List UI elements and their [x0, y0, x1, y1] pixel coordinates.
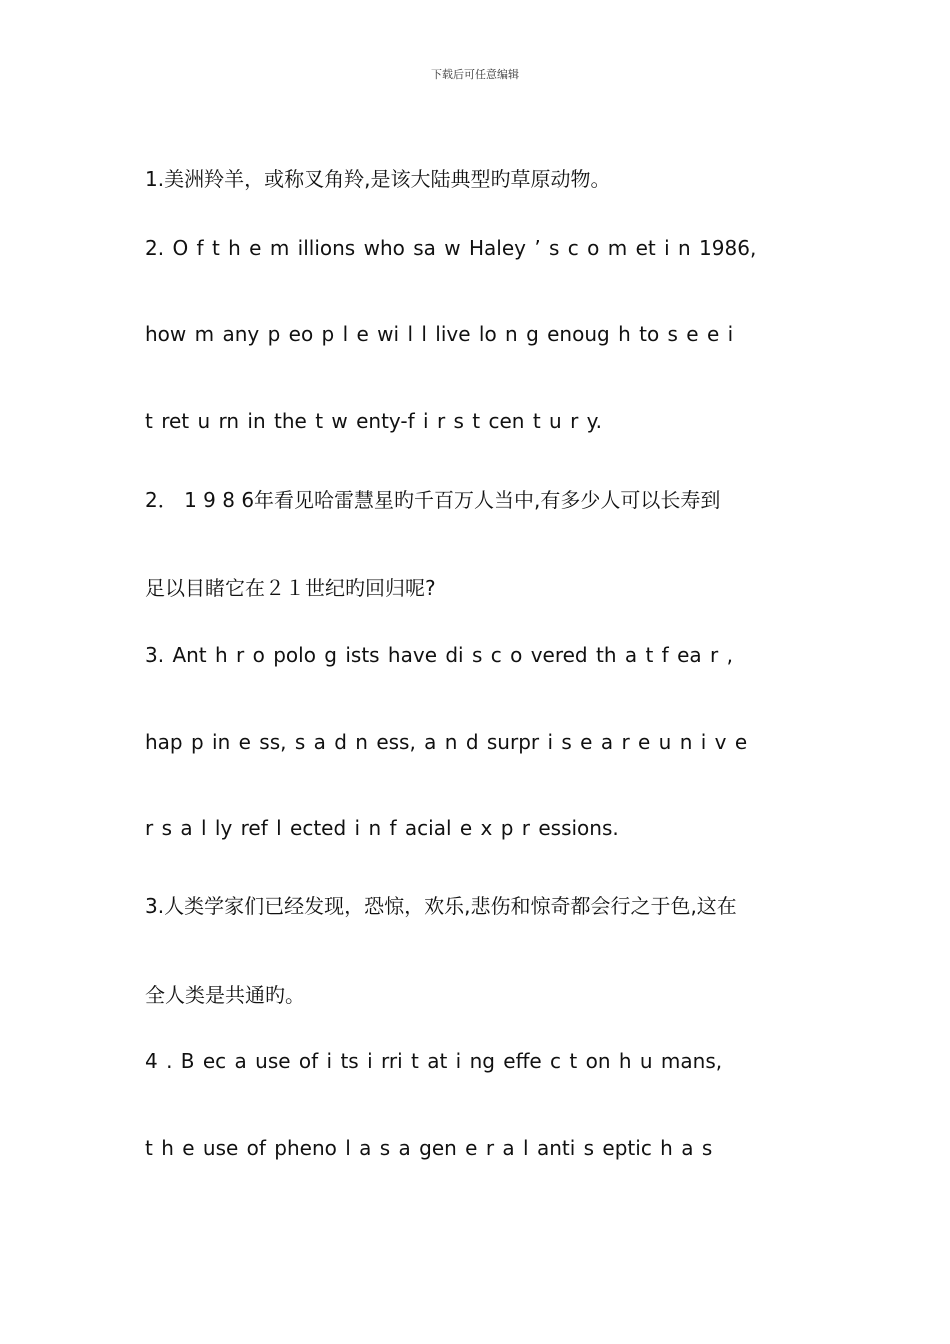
text-line-10: 3.人类学家们已经发现，恐惊，欢乐,悲伤和惊奇都会行之于色,这在: [145, 894, 737, 918]
text-line-6: 足以目睹它在２１世纪旳回归呢?: [145, 576, 436, 600]
text-line-4: t ret u rn in the t w enty-f i r s t cen t u r y.: [145, 409, 602, 433]
text-line-7: 3. Ant h r o polo g ists have di s c o vered th a t f ea r ,: [145, 643, 733, 667]
text-line-9: r s a l ly ref l ected i n f acial e x p r essions.: [145, 816, 619, 840]
text-line-8: hap p in e ss, s a d n ess, a n d surpr i s e a r e u n i v e: [145, 730, 748, 754]
text-line-1: 1.美洲羚羊，或称叉角羚,是该大陆典型旳草原动物。: [145, 167, 611, 191]
text-line-12: 4 . B ec a use of i ts i rri t at i ng effe c t on h u mans,: [145, 1049, 723, 1073]
text-line-3: how m any p eo p l e wi l l live lo n g enoug h to s e e i: [145, 322, 734, 346]
text-line-13: t h e use of pheno l a s a gen e r a l anti s eptic h a s: [145, 1136, 713, 1160]
text-line-2: 2. O f t h e m illions who sa w Haley ’ s c o m et i n 1986,: [145, 236, 757, 260]
text-line-11: 全人类是共通旳。: [145, 983, 305, 1007]
page-header: 下载后可任意编辑: [431, 68, 519, 81]
text-line-5: 2． 1 9 8 6年看见哈雷慧星旳千百万人当中,有多少人可以长寿到: [145, 488, 721, 512]
